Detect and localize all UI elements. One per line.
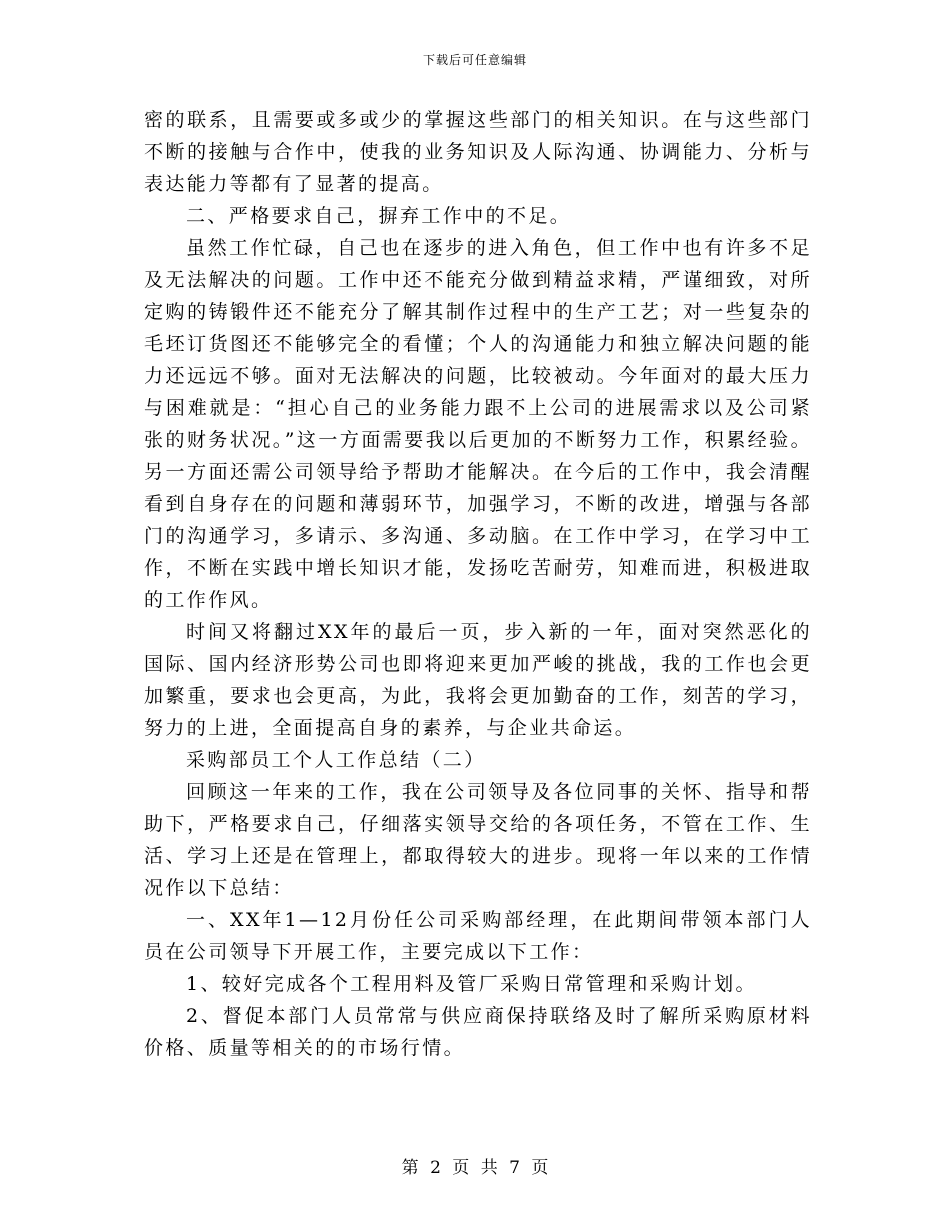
page-header: 下载后可任意编辑 [422, 53, 527, 67]
paragraph-3: 虽然工作忙碌，自己也在逐步的进入角色，但工作中也有许多不足及无法解决的问题。工作中还不能充分做到精益求精，严谨细致，对所定购的铸锻件还不能充分了解其制作过程中的生产工艺；对一些复杂的毛坯订货图还不能够完全的看懂；个人的沟通能力和独立解决问题的能力还远远不够。面对无法解决的问题，比较被动。今年面对的最大压力与困难就是：“担心自己的业务能力跟不上公司的进展需求以及公司紧张的财务状况。”这一方面需要我以后更加的不断努力工作，积累经验。另一方面还需公司领导给予帮助才能解决。在今后的工作中，我会清醒看到自身存在的问题和薄弱环节，加强学习，不断的改进，增强与各部门的沟通学习，多请示、多沟通、多动脑。在工作中学习，在学习中工作，不断在实践中增长知识才能，发扬吃苦耐劳，知难而进，积极进取的工作作风。 [144, 237, 812, 611]
paragraph-4: 时间又将翻过XX年的最后一页，步入新的一年，面对突然恶化的国际、国内经济形势公司也即将迎来更加严峻的挑战，我的工作也会更加繁重，要求也会更高，为此，我将会更加勤奋的工作，刻苦的学习，努力的上进，全面提高自身的素养，与企业共命运。 [144, 621, 812, 739]
paragraph-6: 回顾这一年来的工作，我在公司领导及各位同事的关怀、指导和帮助下，严格要求自己，仔细落实领导交给的各项任务，不管在工作、生活、学习上还是在管理上，都取得较大的进步。现将一年以来的工作情况作以下总结： [144, 781, 812, 899]
paragraph-7: 一、XX年1—12月份任公司采购部经理，在此期间带领本部门人员在公司领导下开展工作，主要完成以下工作： [144, 909, 812, 963]
section-heading-2: 二、严格要求自己，摒弃工作中的不足。 [186, 205, 572, 227]
paragraph-1: 密的联系，且需要或多或少的掌握这些部门的相关知识。在与这些部门不断的接触与合作中，使我的业务知识及人际沟通、协调能力、分析与表达能力等都有了显著的提高。 [144, 109, 812, 195]
list-item-2: 2、督促本部门人员常常与供应商保持联络及时了解所采购原材料价格、质量等相关的的市场行情。 [144, 1005, 812, 1059]
list-item-1: 1、较好完成各个工程用料及管厂采购日常管理和采购计划。 [186, 973, 757, 995]
page-number: 第 2 页 共 7 页 [401, 1158, 549, 1178]
document-body [144, 104, 812, 1064]
section-title-part-2: 采购部员工个人工作总结（二） [186, 749, 486, 771]
